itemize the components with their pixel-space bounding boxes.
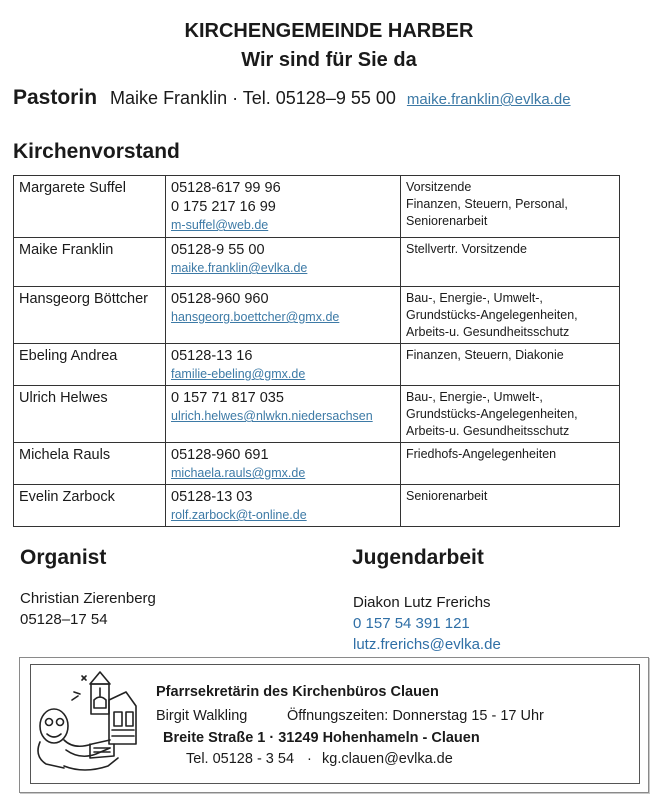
role-line: Finanzen, Steuern, Personal, [406,197,568,211]
member-phone: 05128-617 99 96 [171,180,281,196]
table-row [14,176,620,238]
pastor-line [13,86,571,110]
organist-name: Christian Zierenberg [20,590,156,607]
member-name: Michela Rauls [14,443,166,485]
table-row [14,344,620,386]
member-email-link[interactable]: rolf.zarbock@t-online.de [171,508,307,522]
member-name: Evelin Zarbock [14,485,166,527]
youth-contact [353,592,501,655]
member-phone: 05128-13 03 [171,489,253,505]
youth-phone-link[interactable]: 0 157 54 391 121 [353,615,470,632]
member-role [401,485,620,527]
role-line: Seniorenarbeit [406,489,488,503]
role-line: Finanzen, Steuern, Diakonie [406,348,564,362]
office-email[interactable]: kg.clauen@evlka.de [322,751,453,767]
member-name: Ulrich Helwes [14,386,166,443]
organist-heading: Organist [20,546,107,569]
member-role [401,344,620,386]
member-contact [166,238,401,287]
page-subtitle: Wir sind für Sie da [241,49,417,71]
role-line: Bau-, Energie-, Umwelt-, [406,390,543,404]
table-row [14,386,620,443]
role-line: Grundstücks-Angelegenheiten, [406,407,578,421]
office-address: Breite Straße 1 · 31249 Hohenhameln - Clauen [163,730,480,746]
member-contact [166,386,401,443]
member-contact [166,485,401,527]
member-email-link[interactable]: hansgeorg.boettcher@gmx.de [171,310,340,324]
member-name: Hansgeorg Böttcher [14,287,166,344]
organist-phone: 05128–17 54 [20,611,108,628]
member-role [401,176,620,238]
role-line: Vorsitzende [406,180,472,194]
member-phone: 0 157 71 817 035 [171,390,284,406]
church-mascot-icon [34,670,138,778]
role-line: Arbeits-u. Gesundheitsschutz [406,325,570,339]
member-contact [166,344,401,386]
member-contact [166,176,401,238]
member-email-link[interactable]: m-suffel@web.de [171,218,269,232]
office-hours: Öffnungszeiten: Donnerstag 15 - 17 Uhr [287,708,544,724]
member-email-link[interactable]: ulrich.helwes@nlwkn.niedersachsen [171,409,373,423]
office-person: Birgit Walkling [156,708,248,724]
board-table [13,175,620,527]
member-phone: 0 175 217 16 99 [171,199,276,215]
office-phone: Tel. 05128 - 3 54 [186,751,295,767]
table-row [14,485,620,527]
pastor-label: Pastorin [13,86,98,109]
table-row [14,238,620,287]
member-role [401,443,620,485]
role-line: Seniorenarbeit [406,214,488,228]
youth-heading: Jugendarbeit [352,546,484,569]
member-role [401,386,620,443]
member-email-link[interactable]: maike.franklin@evlka.de [171,261,308,275]
member-contact [166,287,401,344]
member-phone: 05128-960 691 [171,447,269,463]
member-email-link[interactable]: michaela.rauls@gmx.de [171,466,306,480]
office-title: Pfarrsekretärin des Kirchenbüros Clauen [156,684,439,700]
table-row [14,443,620,485]
table-row [14,287,620,344]
member-name: Maike Franklin [14,238,166,287]
pastor-email-link[interactable]: maike.franklin@evlka.de [406,91,571,108]
member-name: Margarete Suffel [14,176,166,238]
member-phone: 05128-960 960 [171,291,269,307]
organist-contact [20,588,156,630]
youth-name: Diakon Lutz Frerichs [353,594,491,611]
board-heading: Kirchenvorstand [13,140,180,163]
member-phone: 05128-9 55 00 [171,242,265,258]
member-phone: 05128-13 16 [171,348,253,364]
role-line: Grundstücks-Angelegenheiten, [406,308,578,322]
member-contact [166,443,401,485]
member-role [401,287,620,344]
member-name: Ebeling Andrea [14,344,166,386]
role-line: Friedhofs-Angelegenheiten [406,447,557,461]
member-role [401,238,620,287]
pastor-name-phone: Maike Franklin · Tel. 05128–9 55 00 [110,88,396,108]
office-separator: · [307,751,312,767]
role-line: Arbeits-u. Gesundheitsschutz [406,424,570,438]
role-line: Stellvertr. Vorsitzende [406,242,527,256]
role-line: Bau-, Energie-, Umwelt-, [406,291,543,305]
youth-email-link[interactable]: lutz.frerichs@evlka.de [353,636,501,653]
page-title: KIRCHENGEMEINDE HARBER [184,20,474,42]
member-email-link[interactable]: familie-ebeling@gmx.de [171,367,306,381]
